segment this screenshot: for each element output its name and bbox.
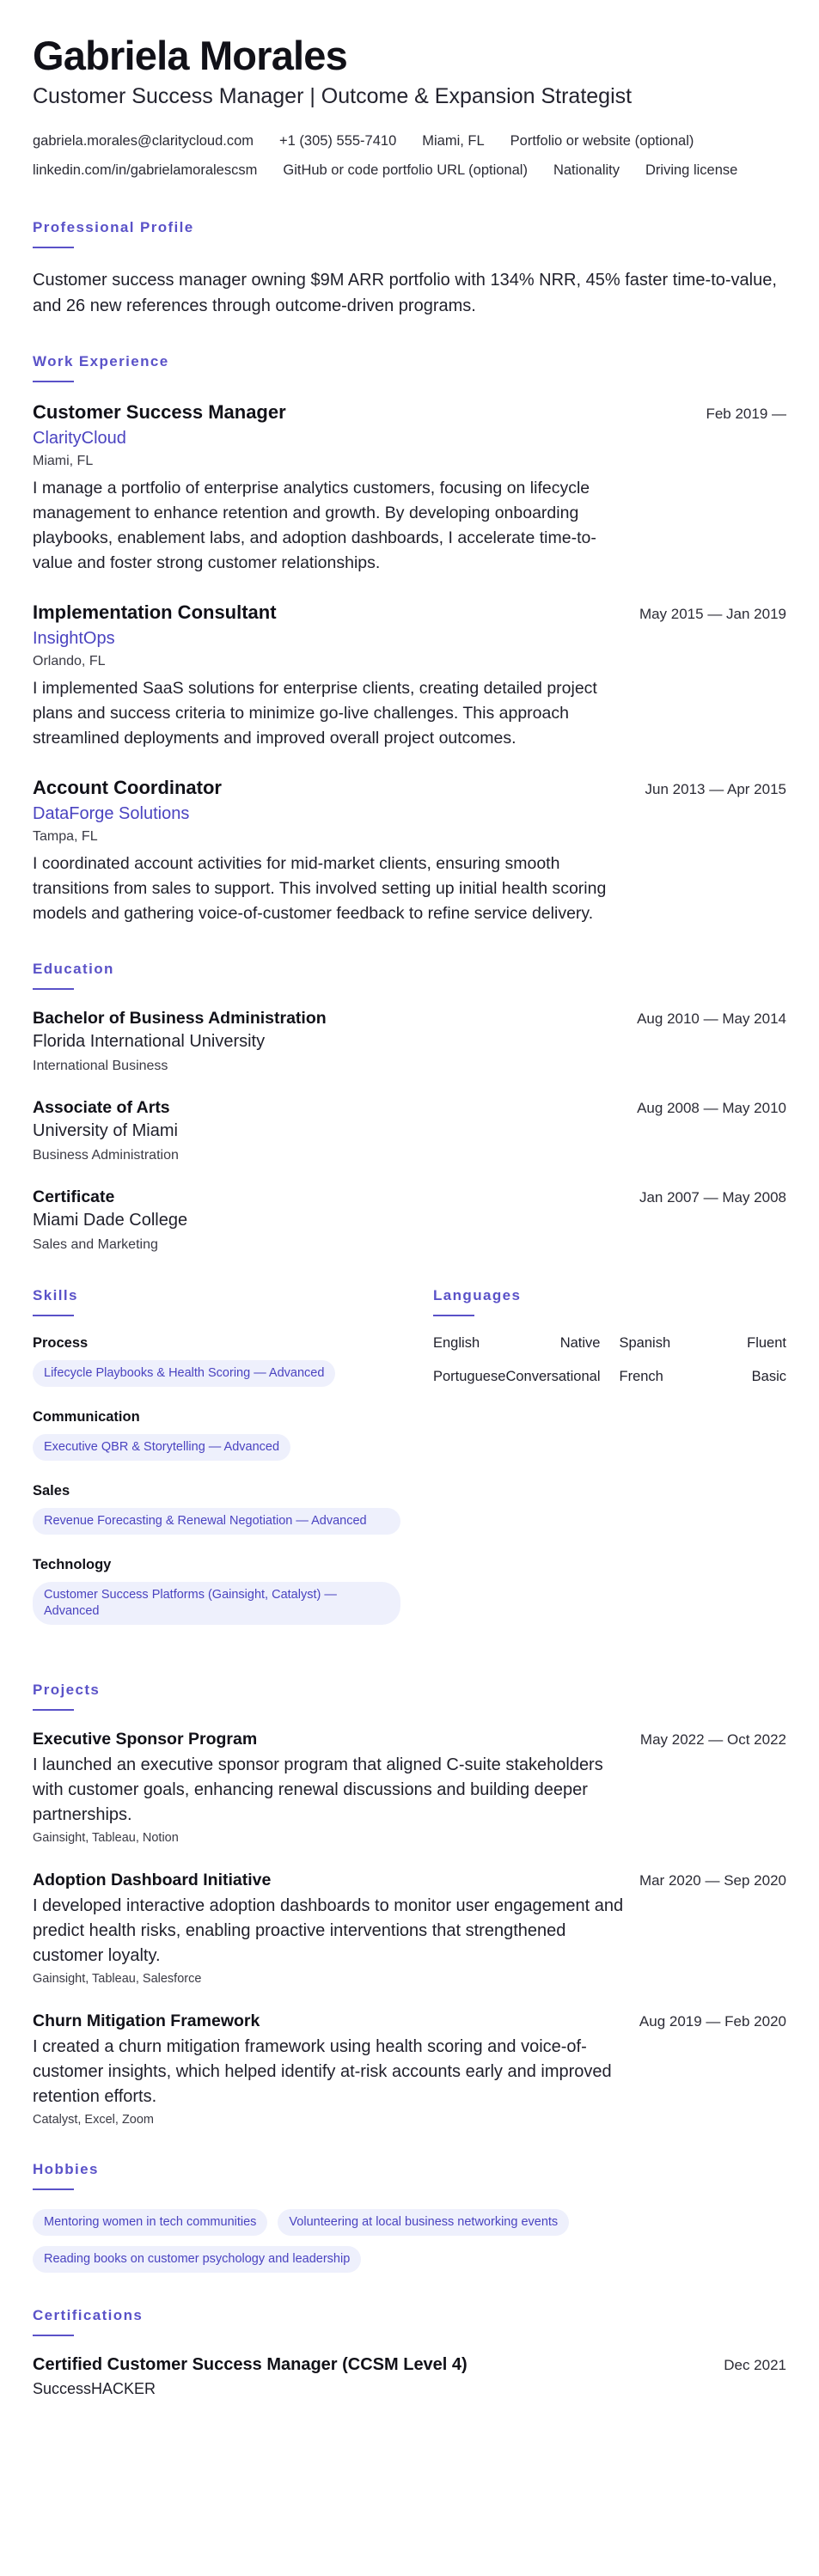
language-item (433, 1335, 601, 1352)
contact-nationality: Nationality (553, 162, 620, 178)
contact-github[interactable]: GitHub or code portfolio URL (optional) (283, 162, 528, 178)
project-tech: Gainsight, Tableau, Salesforce (33, 1972, 202, 1986)
job-title: Customer Success Manager (33, 401, 286, 423)
company-name: DataForge Solutions (33, 804, 190, 823)
skill-group (33, 1483, 400, 1535)
experience-entry (33, 401, 786, 576)
language-level: Native (559, 1335, 601, 1351)
certification-date: Dec 2021 (724, 2357, 786, 2373)
section-title: Languages (433, 1287, 522, 1303)
skill-tag: Lifecycle Playbooks & Health Scoring — Advanced (33, 1360, 335, 1387)
section-title: Work Experience (33, 353, 169, 369)
contact-linkedin[interactable]: linkedin.com/in/gabrielamoralescsm (33, 162, 258, 178)
job-title: Account Coordinator (33, 777, 222, 798)
contact-driving-license: Driving license (645, 162, 738, 178)
project-description: I created a churn mitigation framework using health scoring and voice-of-customer insights, which helped identify at-risk accounts early and improved retention efforts. (33, 2037, 612, 2106)
section-title: Projects (33, 1682, 101, 1698)
language-name: Spanish (619, 1335, 671, 1351)
skill-group (33, 1557, 400, 1625)
language-name: Portuguese (433, 1369, 506, 1384)
project-description: I launched an executive sponsor program that aligned C-suite stakeholders with customer goals, enhancing renewal discussions and building deeper partnerships. (33, 1755, 603, 1824)
certification-entry (33, 2355, 786, 2398)
education-date: Aug 2010 — May 2014 (637, 1010, 786, 1027)
candidate-headline: Customer Success Manager | Outcome & Expansion Strategist (33, 84, 633, 108)
job-location: Miami, FL (33, 454, 94, 468)
job-date: Jun 2013 — Apr 2015 (645, 781, 786, 797)
education-entry (33, 1009, 786, 1074)
education-date: Jan 2007 — May 2008 (639, 1189, 786, 1206)
hobby-tag: Reading books on customer psychology and leadership (33, 2246, 361, 2273)
contact-portfolio[interactable]: Portfolio or website (optional) (510, 133, 694, 149)
education-entry (33, 1187, 786, 1253)
project-name: Executive Sponsor Program (33, 1730, 258, 1749)
education-date: Aug 2008 — May 2010 (637, 1100, 786, 1116)
degree-name: Certificate (33, 1187, 115, 1206)
hobbies-section (33, 2161, 786, 2273)
section-divider (33, 381, 74, 382)
project-entry (33, 2011, 786, 2127)
section-divider (33, 988, 74, 990)
degree-name: Associate of Arts (33, 1098, 170, 1117)
candidate-name: Gabriela Morales (33, 33, 347, 78)
experience-section (33, 353, 786, 926)
section-divider (33, 1709, 74, 1711)
profile-section (33, 219, 786, 319)
job-description: I coordinated account activities for mid-market clients, ensuring smooth transitions from sales to support. This involved setting up initial health scoring models and gathering voice-of-customer feedback to refine service delivery. (33, 854, 607, 923)
profile-summary: Customer success manager owning $9M ARR portfolio with 134% NRR, 45% faster time-to-value, and 26 new references through outcome-driven programs. (33, 271, 777, 315)
hobby-tag: Mentoring women in tech communities (33, 2209, 267, 2236)
job-date: May 2015 — Jan 2019 (639, 606, 786, 622)
company-name: InsightOps (33, 629, 115, 648)
skill-tag: Executive QBR & Storytelling — Advanced (33, 1434, 290, 1461)
job-date: Feb 2019 — (706, 406, 786, 422)
project-name: Churn Mitigation Framework (33, 2011, 260, 2030)
job-location: Orlando, FL (33, 654, 106, 668)
project-entry (33, 1871, 786, 1986)
field-of-study: Business Administration (33, 1148, 179, 1163)
section-title: Professional Profile (33, 219, 194, 235)
skill-tag: Revenue Forecasting & Renewal Negotiation — Advanced (33, 1508, 400, 1535)
section-divider (33, 2188, 74, 2190)
language-level: Basic (751, 1369, 786, 1384)
school-name: University of Miami (33, 1121, 178, 1140)
languages-section (433, 1287, 786, 1647)
resume-header (33, 33, 786, 185)
company-name: ClarityCloud (33, 429, 126, 448)
job-location: Tampa, FL (33, 829, 98, 844)
certification-name: Certified Customer Success Manager (CCSM Level 4) (33, 2355, 468, 2374)
language-item (433, 1369, 601, 1385)
job-description: I manage a portfolio of enterprise analytics customers, focusing on lifecycle management to enhance retention and growth. By developing onboarding playbooks, enablement labs, and adoption dashboards, I accelerate time-to-value and foster strong customer relationships. (33, 479, 596, 572)
section-divider (433, 1315, 474, 1316)
project-date: Mar 2020 — Sep 2020 (639, 1872, 786, 1889)
contact-list (33, 126, 786, 185)
skill-category: Technology (33, 1557, 112, 1572)
language-grid (433, 1335, 786, 1385)
contact-email[interactable]: gabriela.morales@claritycloud.com (33, 133, 254, 149)
language-name: English (433, 1335, 480, 1351)
section-title: Certifications (33, 2307, 144, 2323)
language-name: French (619, 1369, 663, 1384)
project-tech: Catalyst, Excel, Zoom (33, 2113, 155, 2127)
section-title: Skills (33, 1287, 78, 1303)
hobby-list (33, 2209, 786, 2273)
field-of-study: International Business (33, 1059, 168, 1073)
skill-group (33, 1409, 400, 1461)
project-name: Adoption Dashboard Initiative (33, 1871, 272, 1889)
projects-section (33, 1682, 786, 2127)
skills-section (33, 1287, 400, 1647)
project-date: May 2022 — Oct 2022 (639, 1731, 786, 1748)
field-of-study: Sales and Marketing (33, 1237, 158, 1252)
language-level: Conversational (505, 1369, 601, 1384)
experience-entry (33, 601, 786, 751)
education-entry (33, 1098, 786, 1163)
hobby-tag: Volunteering at local business networking events (278, 2209, 569, 2236)
section-divider (33, 1315, 74, 1316)
job-title: Implementation Consultant (33, 601, 277, 623)
contact-phone[interactable]: +1 (305) 555-7410 (279, 133, 397, 149)
project-tech: Gainsight, Tableau, Notion (33, 1831, 179, 1845)
education-section (33, 961, 786, 1253)
section-title: Hobbies (33, 2161, 99, 2177)
job-description: I implemented SaaS solutions for enterprise clients, creating detailed project plans and success criteria to minimize go-live challenges. This approach streamlined deployments and improved overall project outcomes. (33, 679, 597, 748)
project-description: I developed interactive adoption dashboards to monitor user engagement and predict health risks, enabling proactive interventions that strengthened customer loyalty. (33, 1896, 624, 1965)
contact-location: Miami, FL (422, 133, 485, 149)
school-name: Miami Dade College (33, 1211, 188, 1230)
skill-group (33, 1335, 400, 1387)
skill-category: Sales (33, 1483, 70, 1499)
section-divider (33, 247, 74, 248)
degree-name: Bachelor of Business Administration (33, 1009, 327, 1028)
section-title: Education (33, 961, 114, 977)
project-date: Aug 2019 — Feb 2020 (639, 2013, 786, 2030)
skill-category: Process (33, 1335, 89, 1351)
language-level: Fluent (747, 1335, 786, 1351)
language-item (620, 1369, 787, 1385)
project-entry (33, 1730, 786, 1845)
school-name: Florida International University (33, 1032, 266, 1051)
language-item (620, 1335, 787, 1352)
certification-issuer: SuccessHACKER (33, 2380, 156, 2397)
experience-entry (33, 777, 786, 926)
skills-languages-row (33, 1287, 786, 1647)
section-divider (33, 2335, 74, 2336)
skill-tag: Customer Success Platforms (Gainsight, Catalyst) — Advanced (33, 1582, 400, 1625)
skill-category: Communication (33, 1409, 140, 1425)
certifications-section (33, 2307, 786, 2398)
